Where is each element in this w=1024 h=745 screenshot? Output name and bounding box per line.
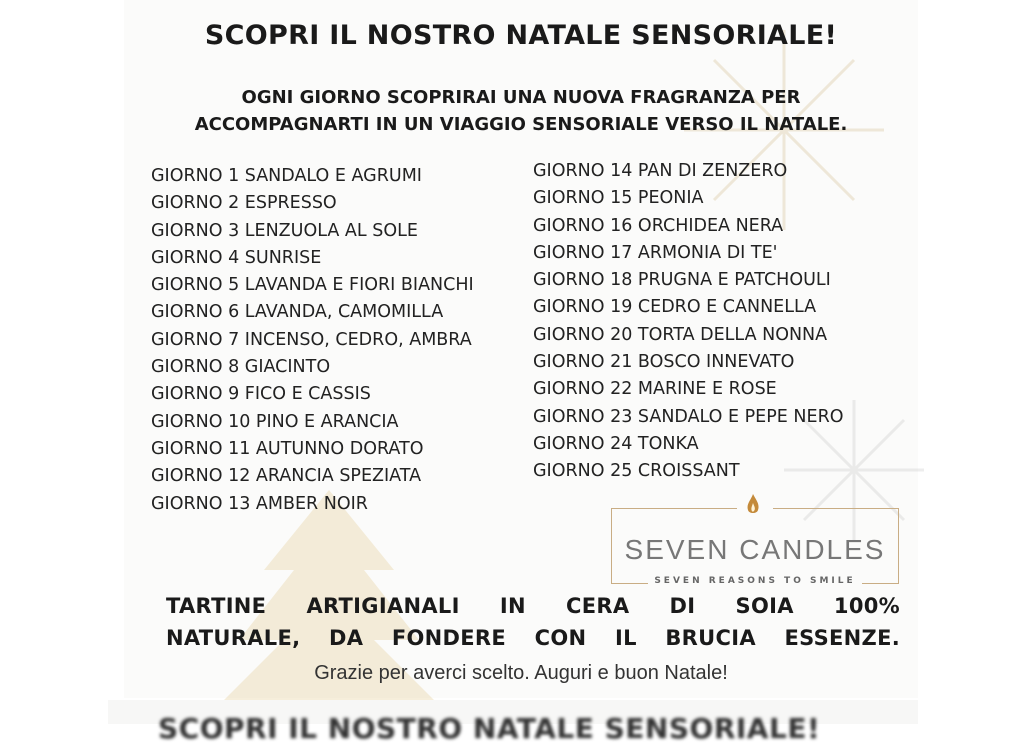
list-item: GIORNO 17 ARMONIA DI TE': [533, 242, 778, 263]
list-item: GIORNO 22 MARINE E ROSE: [533, 379, 777, 400]
list-item: GIORNO 3 LENZUOLA AL SOLE: [151, 220, 418, 241]
list-item: GIORNO 7 INCENSO, CEDRO, AMBRA: [151, 329, 472, 350]
list-item: GIORNO 9 FICO E CASSIS: [151, 384, 371, 405]
list-item: GIORNO 8 GIACINTO: [151, 357, 331, 378]
list-item: GIORNO 13 AMBER NOIR: [151, 493, 368, 514]
days-list-right: [533, 158, 844, 486]
list-item: GIORNO 25 CROISSANT: [533, 461, 740, 482]
flame-icon: [746, 494, 760, 516]
list-item: GIORNO 21 BOSCO INNEVATO: [533, 352, 795, 373]
list-item: GIORNO 14 PAN DI ZENZERO: [533, 161, 788, 181]
page-title: SCOPRI IL NOSTRO NATALE SENSORIALE!: [204, 20, 838, 51]
list-item: GIORNO 12 ARANCIA SPEZIATA: [151, 466, 422, 487]
list-item: GIORNO 23 SANDALO E PEPE NERO: [533, 406, 844, 427]
subtitle: [124, 84, 918, 138]
subtitle-line: ACCOMPAGNARTI IN UN VIAGGIO SENSORIALE VERSO IL NATALE.: [194, 114, 848, 135]
list-item: GIORNO 24 TONKA: [533, 433, 699, 454]
list-item: GIORNO 4 SUNRISE: [151, 247, 322, 268]
list-item: GIORNO 5 LAVANDA E FIORI BIANCHI: [151, 275, 474, 296]
list-item: GIORNO 16 ORCHIDEA NERA: [533, 215, 784, 236]
seven-candles-logo: [611, 508, 899, 584]
days-list-left: [151, 163, 474, 518]
list-item: GIORNO 19 CEDRO E CANNELLA: [533, 297, 817, 318]
next-flyer-preview: [108, 700, 918, 745]
list-item: GIORNO 18 PRUGNA E PATCHOULI: [533, 270, 831, 291]
list-item: GIORNO 20 TORTA DELLA NONNA: [533, 324, 828, 345]
list-item: GIORNO 10 PINO E ARANCIA: [151, 411, 399, 432]
description-line: NATURALE, DA FONDERE CON IL BRUCIA ESSENZE.: [166, 626, 900, 650]
list-item: GIORNO 6 LAVANDA, CAMOMILLA: [151, 302, 444, 323]
logo-name: SEVEN CANDLES: [624, 534, 886, 565]
thanks-message: Grazie per averci scelto. Auguri e buon Natale!: [314, 662, 728, 684]
next-flyer-title: SCOPRI IL NOSTRO NATALE SENSORIALE!: [158, 712, 821, 745]
logo-tagline: SEVEN REASONS TO SMILE: [648, 576, 861, 586]
list-item: GIORNO 11 AUTUNNO DORATO: [151, 438, 424, 459]
list-item: GIORNO 15 PEONIA: [533, 188, 704, 209]
description-line: TARTINE ARTIGIANALI IN CERA DI SOIA 100%: [166, 594, 900, 618]
product-description: [166, 590, 900, 654]
flyer: [124, 0, 918, 698]
list-item: GIORNO 1 SANDALO E AGRUMI: [151, 166, 422, 186]
list-item: GIORNO 2 ESPRESSO: [151, 193, 337, 214]
subtitle-line: OGNI GIORNO SCOPRIRAI UNA NUOVA FRAGRANZA PER: [241, 87, 801, 108]
